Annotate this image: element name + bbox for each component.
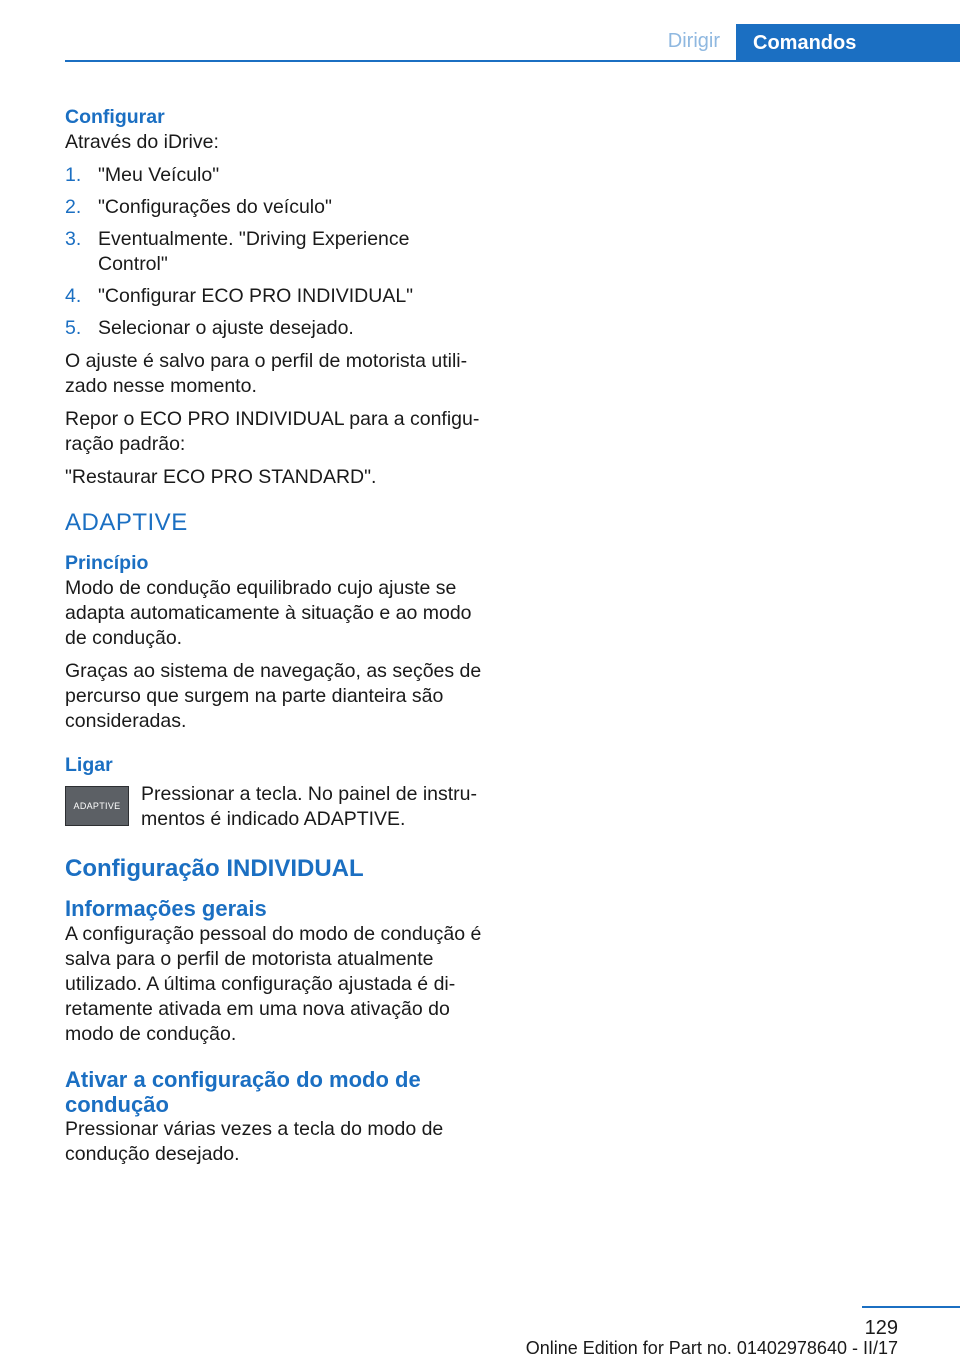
configurar-paragraph-2: Repor o ECO PRO INDIVIDUAL para a configuração padrão: <box>65 408 480 455</box>
ligar-heading: Ligar <box>65 754 113 776</box>
page-header <box>65 24 960 62</box>
edition-note: Online Edition for Part no. 01402978640 - II/17 <box>525 1338 898 1358</box>
configurar-paragraph-3: "Restaurar ECO PRO STANDARD". <box>65 466 377 488</box>
step-number: 4. <box>65 285 82 307</box>
ligar-row <box>65 782 483 832</box>
informacoes-gerais-heading: Informações gerais <box>65 896 267 921</box>
configurar-paragraph-1: O ajuste é salvo para o perfil de motorista utilizado nesse momento. <box>65 350 468 397</box>
principio-heading: Princípio <box>65 552 149 574</box>
configurar-heading: Configurar <box>65 106 165 128</box>
step-text: "Configurações do veículo" <box>98 196 332 218</box>
main-content <box>65 104 483 1175</box>
step-item <box>65 163 483 188</box>
step-text: Selecionar o ajuste desejado. <box>98 317 354 339</box>
configurar-intro: Através do iDrive: <box>65 131 219 153</box>
ligar-text: Pressionar a tecla. No painel de instrumentos é indicado ADAPTIVE. <box>141 783 478 830</box>
page-number: 129 <box>864 1317 898 1339</box>
step-text: "Meu Veículo" <box>98 164 220 186</box>
step-text: "Configurar ECO PRO INDIVIDUAL" <box>98 285 414 307</box>
header-chapter-tab: Comandos <box>736 24 960 62</box>
ativar-text: Pressionar várias vezes a tecla do modo de condução desejado. <box>65 1118 444 1165</box>
step-text: Eventualmente. "Driving Experience Control" <box>98 228 410 275</box>
step-item <box>65 316 483 341</box>
step-item <box>65 227 483 277</box>
step-number: 5. <box>65 317 82 339</box>
ativar-heading: Ativar a configuração do modo de condução <box>65 1067 421 1117</box>
header-rule <box>65 60 960 62</box>
step-number: 3. <box>65 228 82 250</box>
principio-paragraph-1: Modo de condução equilibrado cujo ajuste se adapta automaticamente à situação e ao modo de condução. <box>65 577 472 649</box>
adaptive-button-icon: ADAPTIVE <box>65 786 129 826</box>
principio-paragraph-2: Graças ao sistema de navegação, as seções de percurso que surgem na parte dianteira são consideradas. <box>65 660 482 732</box>
header-section-label: Dirigir <box>667 30 720 52</box>
step-item <box>65 284 483 309</box>
step-item <box>65 195 483 220</box>
adaptive-section-title: ADAPTIVE <box>65 509 188 536</box>
configurar-steps <box>65 163 483 341</box>
informacoes-gerais-text: A configuração pessoal do modo de condução é salva para o perfil de motorista atualmente utilizado. A última configuração ajustada é diretamente ativada em uma nova ativação do modo de condução. <box>65 923 482 1045</box>
step-number: 1. <box>65 164 82 186</box>
step-number: 2. <box>65 196 82 218</box>
footer-rule <box>862 1306 960 1308</box>
individual-section-title: Configuração INDIVIDUAL <box>65 855 364 882</box>
